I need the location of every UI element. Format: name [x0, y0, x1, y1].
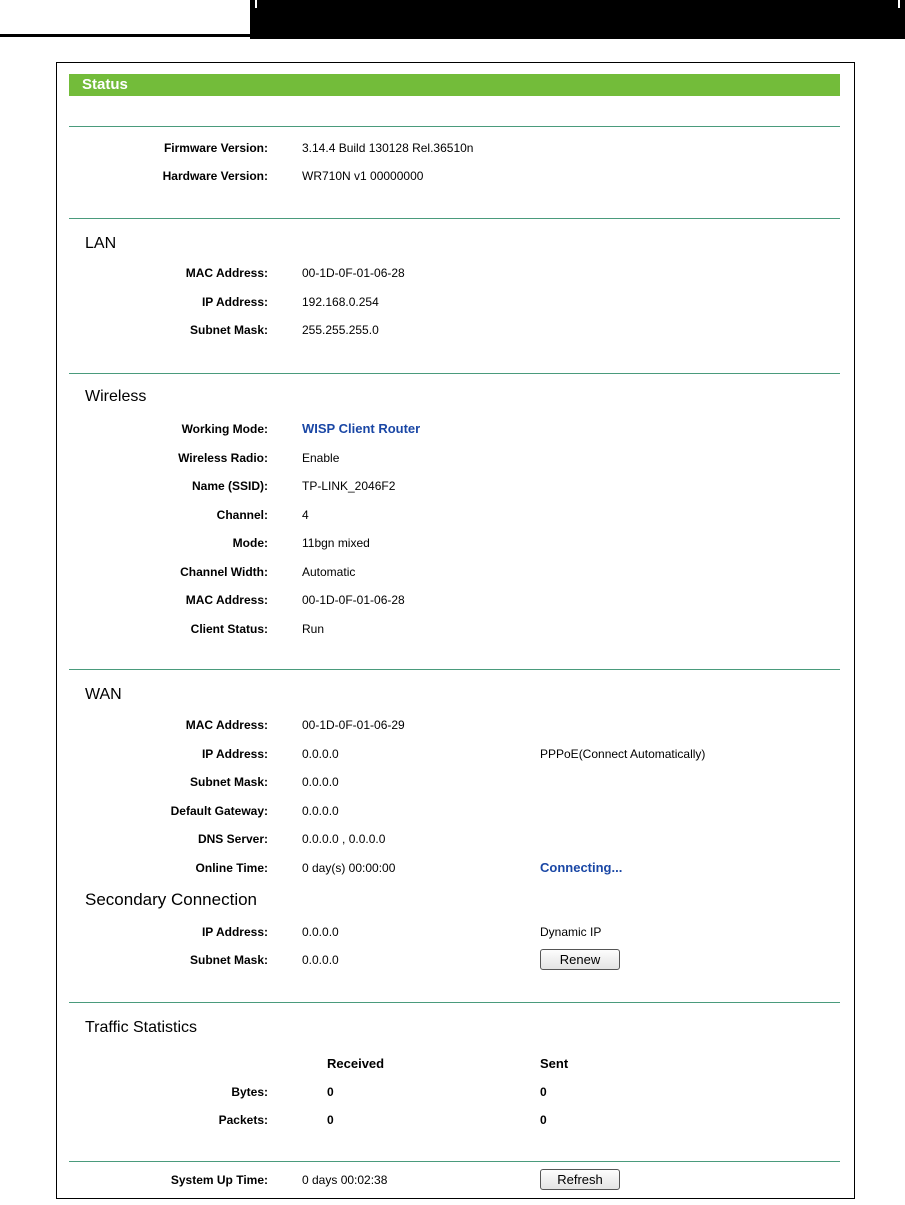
uptime-value: 0 days 00:02:38 — [302, 1173, 388, 1187]
wan-dns-label: DNS Server: — [197, 832, 268, 846]
wan-gateway-value: 0.0.0.0 — [302, 804, 339, 818]
wan-dns-value: 0.0.0.0 , 0.0.0.0 — [302, 832, 386, 846]
sent-column-header: Sent — [540, 1056, 569, 1071]
lan-ip-label: IP Address: — [201, 295, 268, 309]
wireless-netmode-value: 11bgn mixed — [302, 536, 370, 550]
wan-mac-label: MAC Address: — [185, 718, 268, 732]
wireless-mode-label: Working Mode: — [181, 422, 268, 436]
page-title: Status — [82, 76, 128, 93]
lan-ip-value: 192.168.0.254 — [302, 295, 379, 309]
received-column-header: Received — [327, 1056, 385, 1071]
hardware-version-value: WR710N v1 00000000 — [302, 169, 424, 183]
wan-ip-label: IP Address: — [201, 747, 268, 761]
separator — [69, 126, 840, 127]
header-tick-left — [255, 0, 257, 8]
separator — [69, 1002, 840, 1003]
status-panel — [56, 62, 855, 1199]
wireless-heading: Wireless — [85, 388, 147, 405]
lan-heading: LAN — [85, 235, 117, 252]
wireless-width-label: Channel Width: — [180, 565, 268, 579]
wireless-mac-value: 00-1D-0F-01-06-28 — [302, 593, 405, 607]
separator — [69, 669, 840, 670]
wan-online-label: Online Time: — [195, 861, 268, 875]
refresh-button[interactable]: Refresh — [540, 1169, 620, 1190]
wireless-ssid-value: TP-LINK_2046F2 — [302, 479, 396, 493]
wireless-mode-value: WISP Client Router — [302, 421, 421, 436]
status-title-bar — [69, 74, 840, 96]
wireless-radio-value: Enable — [302, 451, 340, 465]
secondary-mask-value: 0.0.0.0 — [302, 953, 339, 967]
renew-button[interactable]: Renew — [540, 949, 620, 970]
secondary-connection-type: Dynamic IP — [540, 925, 602, 939]
lan-mask-value: 255.255.255.0 — [302, 323, 379, 337]
wireless-width-value: Automatic — [302, 565, 356, 579]
header-tick-right — [898, 0, 900, 8]
packets-received: 0 — [327, 1113, 334, 1127]
hardware-version-label: Hardware Version: — [162, 169, 268, 183]
secondary-heading: Secondary Connection — [85, 890, 258, 909]
separator — [69, 1161, 840, 1162]
firmware-version-label: Firmware Version: — [163, 141, 268, 155]
wan-online-value: 0 day(s) 00:00:00 — [302, 861, 396, 875]
traffic-heading: Traffic Statistics — [85, 1019, 198, 1036]
wan-status: Connecting... — [540, 860, 623, 875]
wireless-mac-label: MAC Address: — [185, 593, 268, 607]
firmware-version-value: 3.14.4 Build 130128 Rel.36510n — [302, 141, 474, 155]
separator — [69, 373, 840, 374]
bytes-received: 0 — [327, 1085, 334, 1099]
wireless-radio-label: Wireless Radio: — [178, 451, 268, 465]
bytes-label: Bytes: — [231, 1085, 268, 1099]
wan-gateway-label: Default Gateway: — [170, 804, 268, 818]
wan-mac-value: 00-1D-0F-01-06-29 — [302, 718, 405, 732]
lan-mask-label: Subnet Mask: — [189, 323, 268, 337]
wireless-ssid-label: Name (SSID): — [191, 479, 268, 493]
lan-mac-label: MAC Address: — [185, 266, 268, 280]
wan-connection-type: PPPoE(Connect Automatically) — [540, 747, 706, 761]
packets-label: Packets: — [218, 1113, 268, 1127]
lan-mac-value: 00-1D-0F-01-06-28 — [302, 266, 405, 280]
header-rule — [0, 34, 250, 37]
secondary-mask-label: Subnet Mask: — [189, 953, 268, 967]
wireless-channel-value: 4 — [302, 508, 309, 522]
wireless-channel-label: Channel: — [216, 508, 268, 522]
wireless-netmode-label: Mode: — [232, 536, 268, 550]
separator — [69, 218, 840, 219]
wireless-client-label: Client Status: — [190, 622, 268, 636]
wireless-client-value: Run — [302, 622, 325, 636]
wan-ip-value: 0.0.0.0 — [302, 747, 339, 761]
wan-heading: WAN — [85, 686, 122, 703]
packets-sent: 0 — [540, 1113, 547, 1127]
secondary-ip-value: 0.0.0.0 — [302, 925, 339, 939]
wan-mask-label: Subnet Mask: — [189, 775, 268, 789]
header-bar — [250, 0, 905, 39]
uptime-label: System Up Time: — [170, 1173, 268, 1187]
secondary-ip-label: IP Address: — [201, 925, 268, 939]
wan-mask-value: 0.0.0.0 — [302, 775, 339, 789]
bytes-sent: 0 — [540, 1085, 547, 1099]
